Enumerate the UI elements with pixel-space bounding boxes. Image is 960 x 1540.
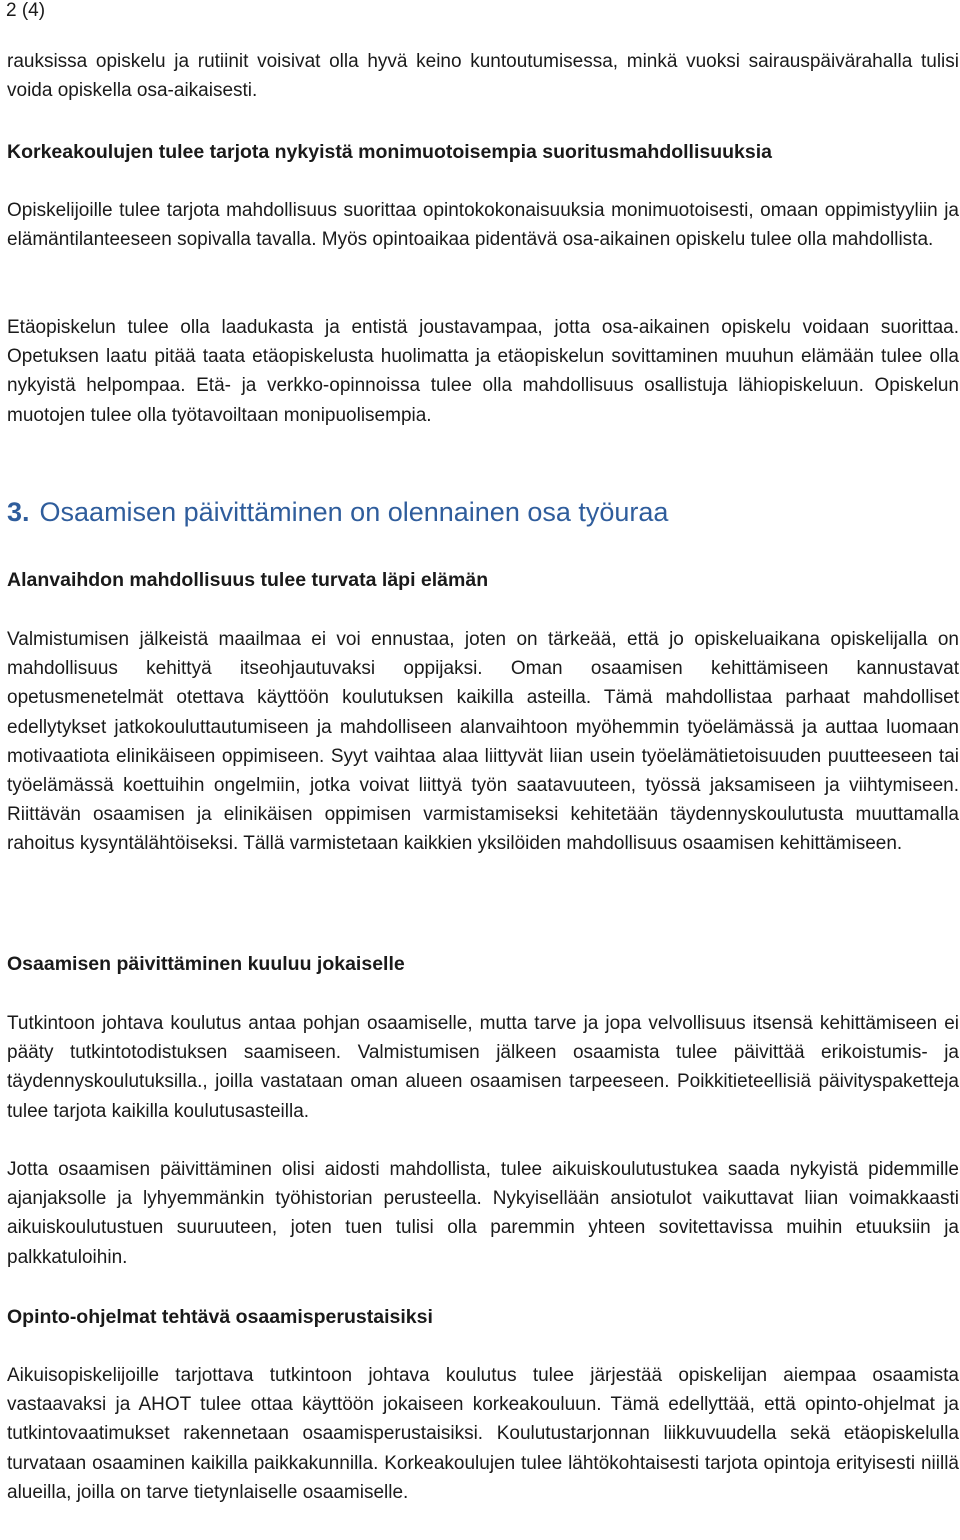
- paragraph-flexible-studies-1: Opiskelijoille tulee tarjota mahdollisuus suorittaa opintokokonaisuuksia monimuotoisesti, omaan oppimistyyliin ja elämäntilanteeseen sopivalla tavalla. Myös opintoaikaa pidentävä osa-aikainen opiskelu tulee olla mahdollista.: [7, 200, 959, 251]
- section-number: 3.: [7, 497, 30, 527]
- paragraph-career-change: Valmistumisen jälkeistä maailmaa ei voi ennustaa, joten on tärkeää, että jo opiskeluaikana opiskelijalla on mahdollisuus kehittyä itseohjautuvaksi oppijaksi. Oman osaamisen kehittämiseen kannustavat opetusmenetelmät otettava käyttöön koulutuksen kaikilla asteilla. Tämä mahdollistaa parhaat mahdolliset edellytykset jatkokouluttautumiseen ja mahdolliseen alanvaihtoon myöhemmin työelämässä ja auttaa luomaan motivaatiota elinikäiseen oppimiseen. Syyt vaihtaa alaa liittyvät liian usein työelämätietoisuuden puutteeseen tai työelämässä koettuihin ongelmiin, jotka voivat liittyä työn saatavuuteen, työssä jaksamiseen ja viihtymiseen. Riittävän osaamisen ja elinikäisen oppimisen varmistamiseksi kehitetään täydennyskoulutusta muuttamalla rahoitus kysyntälähtöiseksi. Tällä varmistetaan kaikkien yksilöiden mahdollisuus osaamisen kehittämiseen.: [7, 629, 959, 855]
- subheading-flexible-studies: Korkeakoulujen tulee tarjota nykyistä monimuotoisempia suoritusmahdollisuuksia: [7, 141, 773, 163]
- paragraph-intro: rauksissa opiskelu ja rutiinit voisivat olla hyvä keino kuntoutumisessa, minkä vuoksi sairauspäivärahalla tulisi voida opiskella osa-aikaisesti.: [7, 51, 959, 102]
- page-number: 2 (4): [6, 0, 46, 21]
- paragraph-flexible-studies-2: Etäopiskelun tulee olla laadukasta ja entistä joustavampaa, jotta osa-aikainen opiskelu voidaan suorittaa. Opetuksen laatu pitää taata etäopiskelusta huolimatta ja etäopiskelun sovittaminen muuhun elämään tulee olla nykyistä helpompaa. Etä- ja verkko-opinnoissa tulee olla mahdollisuus osallistuja lähiopiskeluun. Opiskelun muotojen tulee olla työtavoiltaan monipuolisempia.: [7, 317, 959, 426]
- paragraph-skills-for-everyone-1: Tutkintoon johtava koulutus antaa pohjan osaamiselle, mutta tarve ja jopa velvollisuus itsensä kehittämiseen ei pääty tutkintotodistuksen saamiseen. Valmistumisen jälkeen osaamista tulee päivittää erikoistumis- ja täydennyskoulutuksilla., joilla vastataan oman alueen osaamisen tarpeeseen. Poikkitieteellisiä päivityspaketteja tulee tarjota kaikilla koulutusasteilla.: [7, 1013, 959, 1122]
- subheading-career-change: Alanvaihdon mahdollisuus tulee turvata läpi elämän: [7, 569, 489, 591]
- section-heading: [7, 495, 668, 529]
- paragraph-study-programs: Aikuisopiskelijoille tarjottava tutkintoon johtava koulutus tulee järjestää opiskelijan aiempaa osaamista vastaavaksi ja AHOT tulee ottaa käyttöön jokaiseen korkeakouluun. Tämä edellyttää, että opinto-ohjelmat ja tutkintovaatimukset rakennetaan osaamisperustaisiksi. Koulutustarjonnan liikkuvuudella sekä etäopiskelulla turvataan osaaminen kaikilla paikkakunnilla. Korkeakoulujen tulee lähtökohtaisesti tarjota opintoja erityisesti niillä alueilla, joilla on tarve tietynlaiselle osaamiselle.: [7, 1365, 959, 1503]
- subheading-skills-for-everyone: Osaamisen päivittäminen kuuluu jokaiselle: [7, 953, 405, 975]
- section-title: Osaamisen päivittäminen on olennainen osa työuraa: [39, 497, 669, 527]
- subheading-study-programs: Opinto-ohjelmat tehtävä osaamisperustaisiksi: [7, 1306, 433, 1328]
- paragraph-skills-for-everyone-2: Jotta osaamisen päivittäminen olisi aidosti mahdollista, tulee aikuiskoulutustukea saada nykyistä pidemmille ajanjaksolle ja lyhyemmänkin työhistorian perusteella. Nykyisellään ansiotulot vaikuttavat liian voimakkaasti aikuiskoulutustuen suuruuteen, joten tuen tulisi olla paremmin yhteen sovitettavissa muihin etuuksiin ja palkkatuloihin.: [7, 1159, 959, 1268]
